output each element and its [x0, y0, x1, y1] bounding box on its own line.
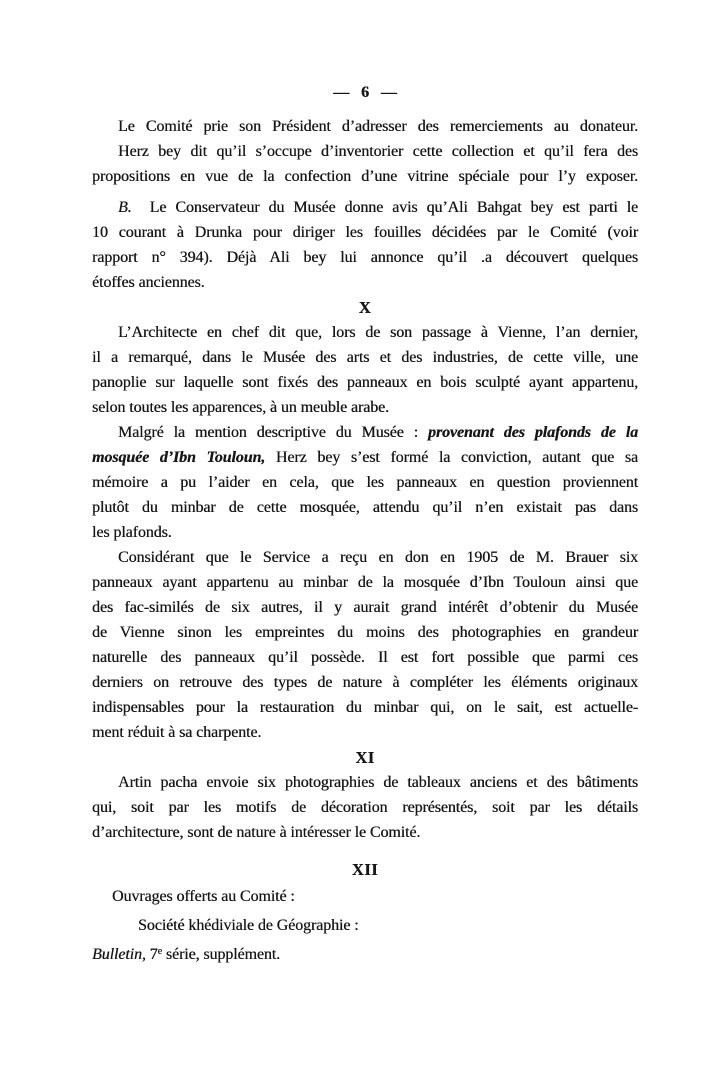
text-line	[92, 520, 638, 545]
text-line	[92, 245, 638, 270]
text-run: derniers on retrouve des types de nature à compléter les éléments originaux	[92, 674, 638, 691]
text-run: rapport n° 394). Déjà Ali bey lui annonce qu’il .a découvert quelques	[92, 249, 638, 266]
text-line	[92, 220, 638, 245]
text-run: Considérant que le Service a reçu en don en 1905 de M. Brauer six	[118, 549, 638, 566]
text-line	[92, 445, 638, 470]
text-run: Malgré la mention descriptive du Musée :	[118, 424, 428, 441]
page-content	[92, 0, 638, 969]
text-run: Le Conservateur du Musée donne avis qu’Ali Bahgat bey est parti le	[131, 199, 638, 216]
para-societe-geographie	[92, 913, 638, 938]
text-line	[92, 795, 638, 820]
text-run: mémoire a pu l’aider en cela, que les panneaux en question proviennent	[92, 474, 638, 491]
text-run: Artin pacha envoie six photographies de tableaux anciens et des bâtiments	[118, 774, 638, 791]
text-run: propositions en vue de la confection d’une vitrine spéciale pour l’y exposer.	[92, 168, 638, 185]
superscript-text: e	[157, 946, 162, 957]
text-run: L’Architecte en chef dit que, lors de son passage à Vienne, l’an dernier,	[118, 324, 638, 341]
text-line	[92, 395, 638, 420]
text-run: les plafonds.	[92, 524, 172, 541]
text-line	[92, 942, 638, 969]
para-artin-photographies	[92, 770, 638, 845]
text-line	[92, 320, 638, 345]
italic-text: Bulletin,	[92, 946, 146, 963]
para-remerciements	[92, 114, 638, 139]
text-line	[92, 114, 638, 139]
italic-text: provenant des plafonds de la	[428, 424, 638, 441]
text-run: panoplie sur laquelle sont fixés des panneaux en bois sculpté ayant appartenu,	[92, 374, 638, 391]
section-heading-x: X	[358, 298, 372, 317]
text-run: Le Comité prie son Président d’adresser des remerciements au donateur.	[118, 118, 638, 135]
text-line	[92, 820, 638, 845]
text-line	[92, 370, 638, 395]
text-run: des fac-similés de six autres, il y aurait grand intérêt d’obtenir du Musée	[92, 599, 638, 616]
text-run: 10 courant à Drunka pour diriger les fouilles décidées par le Comité (voir	[92, 224, 638, 241]
text-run: naturelle des panneaux qu’il possède. Il est fort possible que parmi ces	[92, 649, 638, 666]
para-bulletin	[92, 942, 638, 969]
italic-text: B.	[118, 199, 132, 216]
italic-text: mosquée d’Ibn Touloun,	[92, 449, 266, 466]
text-run: Ouvrages offerts au Comité :	[112, 888, 295, 905]
para-conservateur-drunka	[92, 195, 638, 295]
para-herz-inventaire	[92, 139, 638, 189]
section-heading-xi: XI	[355, 748, 375, 767]
text-run: Herz bey dit qu’il s’occupe d’inventorier cette collection et qu’il fera des	[118, 143, 638, 160]
text-line	[92, 695, 638, 720]
text-run: d’architecture, sont de nature à intéresser le Comité.	[92, 824, 421, 841]
text-line	[92, 420, 638, 445]
text-run: 7	[145, 946, 158, 963]
text-line	[92, 645, 638, 670]
text-line	[92, 720, 638, 745]
para-architecte-vienne	[92, 320, 638, 420]
para-ouvrages-offerts	[92, 884, 638, 909]
text-run: panneaux ayant appartenu au minbar de la mosquée d’Ibn Touloun ainsi que	[92, 574, 638, 591]
text-line	[92, 770, 638, 795]
text-run: il a remarqué, dans le Musée des arts et des industries, de cette ville, une	[92, 349, 638, 366]
text-line	[92, 270, 638, 295]
text-run: Herz bey s’est formé la conviction, autant que sa	[265, 449, 638, 466]
text-line	[92, 164, 638, 189]
text-line	[92, 670, 638, 695]
text-line	[92, 345, 638, 370]
text-run: étoffes anciennes.	[92, 274, 205, 291]
text-run: qui, soit par les motifs de décoration représentés, soit par les détails	[92, 799, 638, 816]
text-line	[92, 545, 638, 570]
text-line	[92, 495, 638, 520]
text-run: Société khédiviale de Géographie :	[138, 917, 359, 934]
section-heading-xii: XII	[351, 860, 379, 879]
text-line	[92, 195, 638, 220]
text-line	[92, 570, 638, 595]
text-run: plutôt du minbar de cette mosquée, attendu qu’il n’en existait pas dans	[92, 499, 638, 516]
text-line	[92, 913, 638, 938]
text-run: série, supplément.	[161, 946, 280, 963]
text-run: de Vienne sinon les empreintes du moins des photographies en grandeur	[92, 624, 638, 641]
text-run: ment réduit à sa charpente.	[92, 724, 262, 741]
text-run: indispensables pour la restauration du minbar qui, on le sait, est actuelle-	[92, 699, 638, 716]
text-line	[92, 884, 638, 909]
page-number: — 6 —	[333, 84, 397, 101]
para-considerant-service	[92, 545, 638, 745]
text-run: selon toutes les apparences, à un meuble arabe.	[92, 399, 389, 416]
text-line	[92, 620, 638, 645]
text-line	[92, 470, 638, 495]
para-malgre-mention	[92, 420, 638, 545]
text-line	[92, 595, 638, 620]
text-line	[92, 139, 638, 164]
